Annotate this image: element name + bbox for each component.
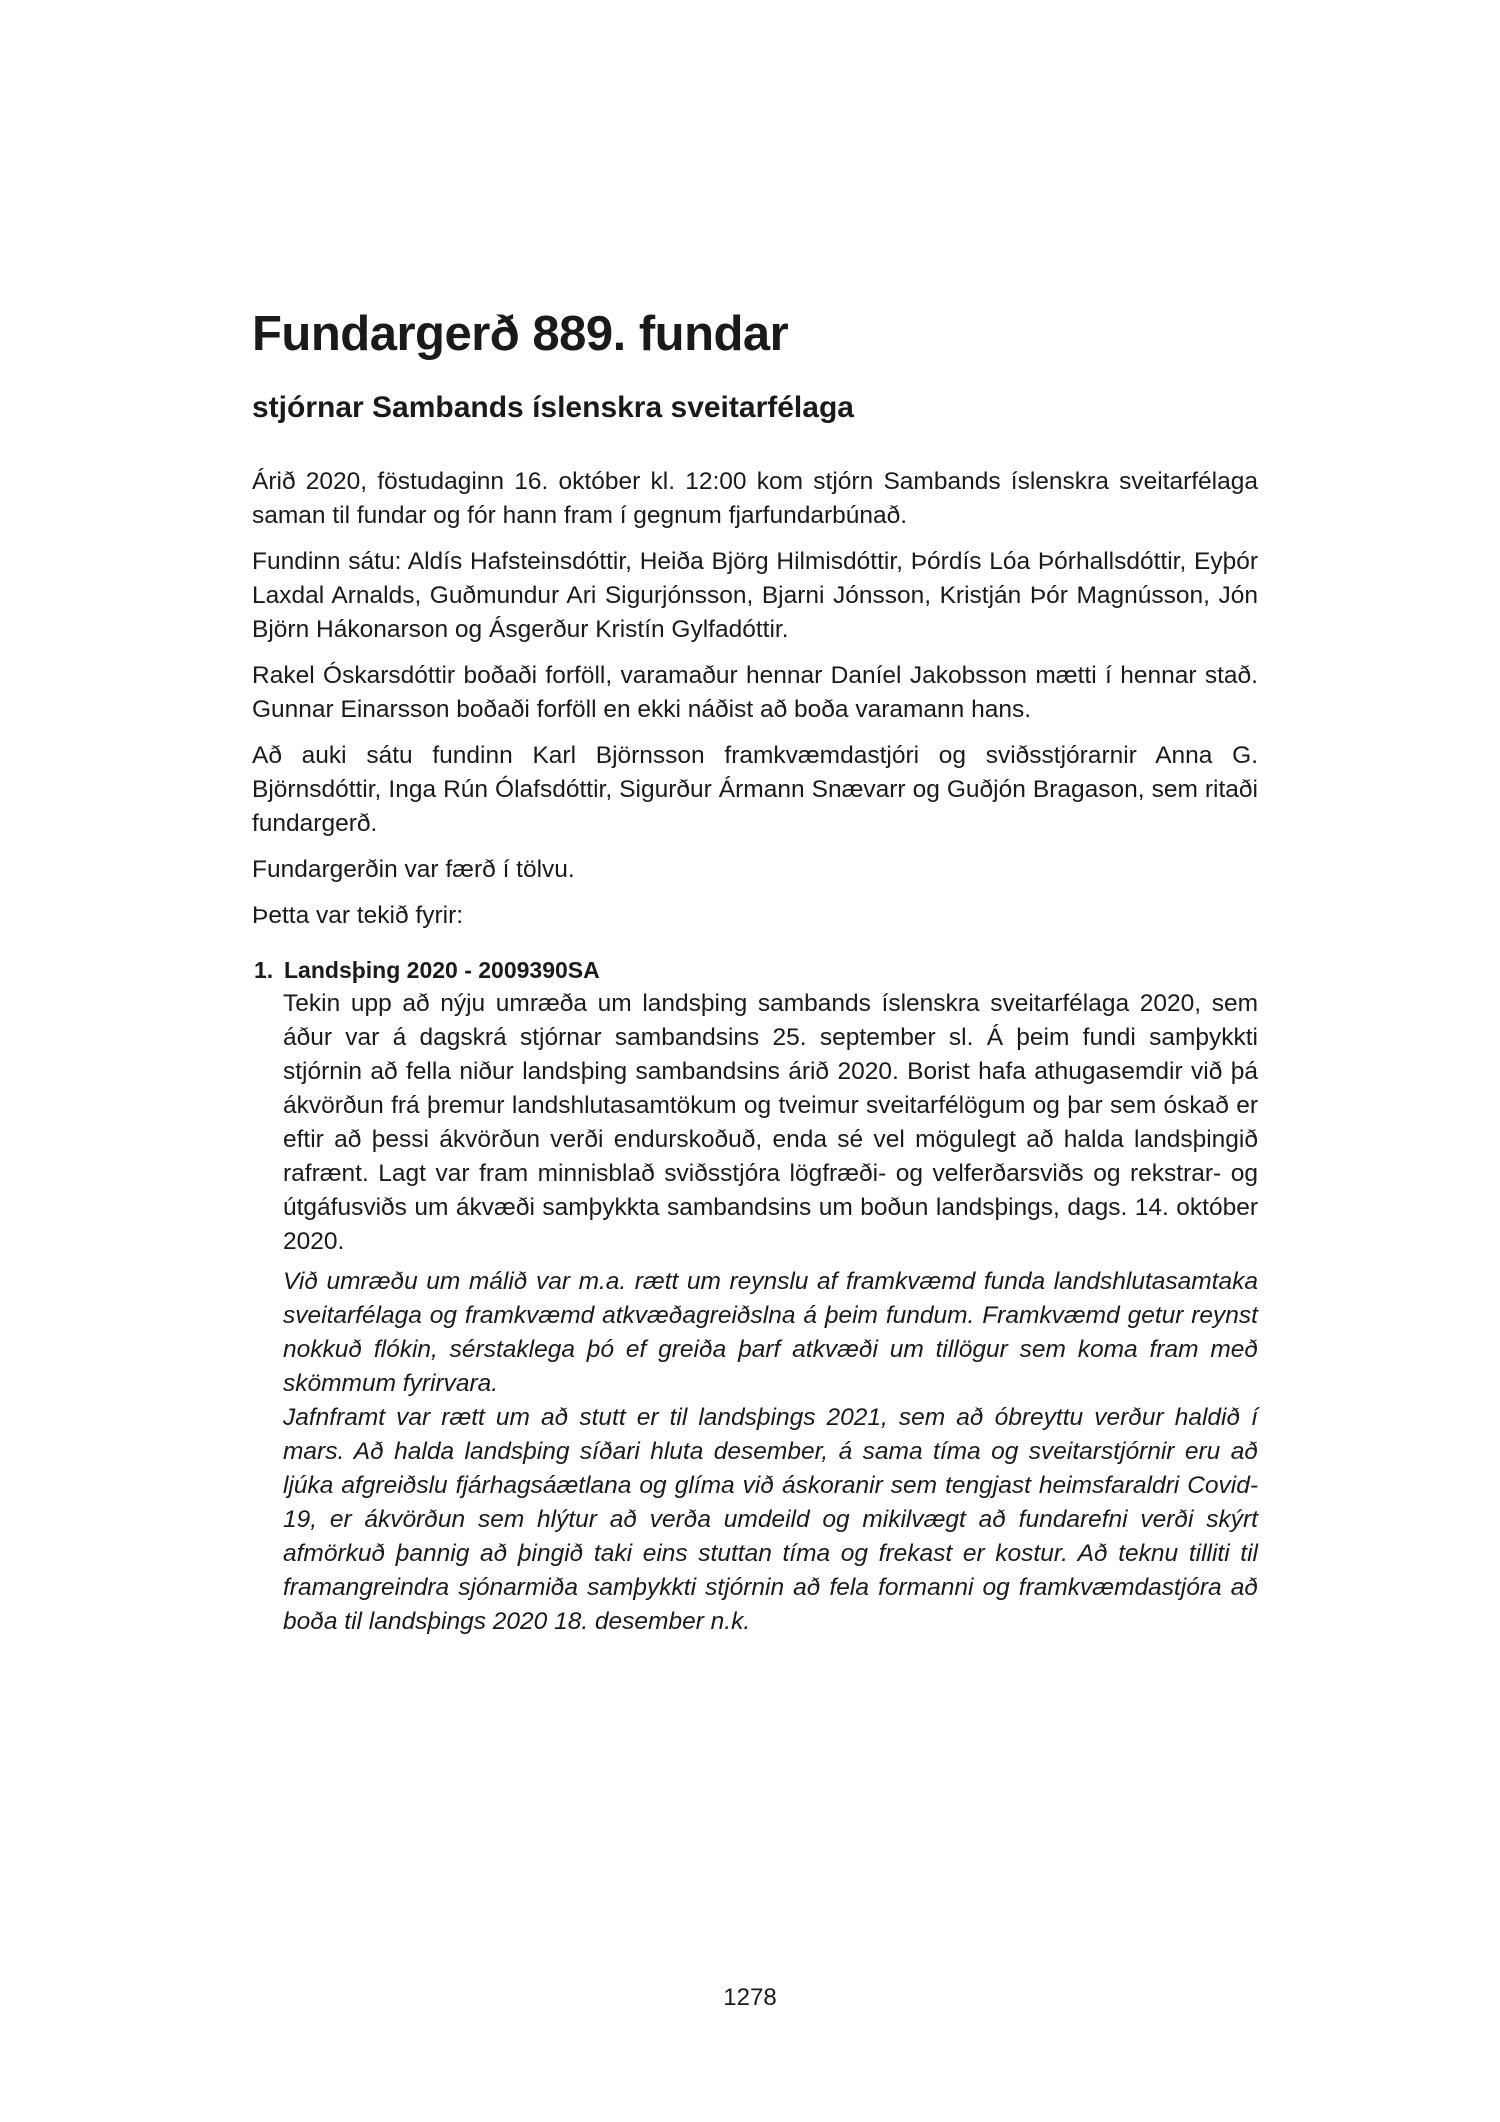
agenda-item-heading-row (252, 953, 1258, 987)
document-title: Fundargerð 889. fundar (252, 307, 789, 361)
staff-paragraph: Að auki sátu fundinn Karl Björnsson framkvæmdastjóri og sviðsstjórarnir Anna G. Björnsdóttir, Inga Rún Ólafsdóttir, Sigurður Ármann Snævarr og Guðjón Bragason, sem ritaði fundargerð. (252, 742, 1258, 837)
agenda-item (252, 953, 1258, 1639)
document-body (252, 465, 1258, 1639)
agenda-item-decision: Jafnframt var rætt um að stutt er til landsþings 2021, sem að óbreyttu verður haldið í mars. Að halda landsþing síðari hluta desember, á sama tíma og sveitarstjórnir eru að ljúka afgreiðslu fjárhagsáætlana og glíma við áskoranir sem tengjast heimsfaraldri Covid-19, er ákvörðun sem hlýtur að verða umdeild og mikilvægt að fundarefni verði skýrt afmörkuð þannig að þingið taki eins stuttan tíma og frekast er kostur. Að teknu tilliti til framangreindra sjónarmiða samþykkti stjórnin að fela formanni og framkvæmdastjóra að boða til landsþings 2020 18. desember n.k. (283, 1404, 1258, 1635)
agenda-list (252, 953, 1258, 1639)
page-number: 1278 (723, 1984, 777, 2011)
agenda-item-number: 1. (254, 957, 274, 983)
agenda-intro-paragraph: Þetta var tekið fyrir: (252, 902, 464, 929)
absences-paragraph: Rakel Óskarsdóttir boðaði forföll, varamaður hennar Daníel Jakobsson mætti í hennar stað. Gunnar Einarsson boðaði forföll en ekki náðist að boða varamann hans. (252, 662, 1258, 723)
agenda-item-description: Tekin upp að nýju umræða um landsþing sambands íslenskra sveitarfélaga 2020, sem áður var á dagskrá stjórnar sambandsins 25. september sl. Á þeim fundi samþykkti stjórnin að fella niður landsþing sambandsins árið 2020. Borist hafa athugasemdir við þá ákvörðun frá þremur landshlutasamtökum og tveimur sveitarfélögum og þar sem óskað er eftir að þessi ákvörðun verði endurskoðuð, enda sé vel mögulegt að halda landsþingið rafrænt. Lagt var fram minnisblað sviðsstjóra lögfræði- og velferðarsviðs og rekstrar- og útgáfusviðs um ákvæði samþykkta sambandsins um boðun landsþings, dags. 14. október 2020. (283, 990, 1258, 1255)
minutes-note-paragraph: Fundargerðin var færð í tölvu. (252, 856, 575, 883)
agenda-item-content (283, 987, 1258, 1639)
meeting-intro-paragraph: Árið 2020, föstudaginn 16. október kl. 12:00 kom stjórn Sambands íslenskra sveitarfélaga saman til fundar og fór hann fram í gegnum fjarfundarbúnað. (252, 468, 1258, 529)
attendees-paragraph: Fundinn sátu: Aldís Hafsteinsdóttir, Heiða Björg Hilmisdóttir, Þórdís Lóa Þórhallsdóttir, Eyþór Laxdal Arnalds, Guðmundur Ari Sigurjónsson, Bjarni Jónsson, Kristján Þór Magnússon, Jón Björn Hákonarson og Ásgerður Kristín Gylfadóttir. (252, 548, 1258, 643)
agenda-item-heading: Landsþing 2020 - 2009390SA (284, 957, 600, 983)
document-subtitle: stjórnar Sambands íslenskra sveitarfélaga (252, 391, 854, 424)
agenda-item-discussion: Við umræðu um málið var m.a. rætt um reynslu af framkvæmd funda landshlutasamtaka sveitarfélaga og framkvæmd atkvæðagreiðslna á þeim fundum. Framkvæmd getur reynst nokkuð flókin, sérstaklega þó ef greiða þarf atkvæði um tillögur sem koma fram með skömmum fyrirvara. (283, 1268, 1258, 1397)
